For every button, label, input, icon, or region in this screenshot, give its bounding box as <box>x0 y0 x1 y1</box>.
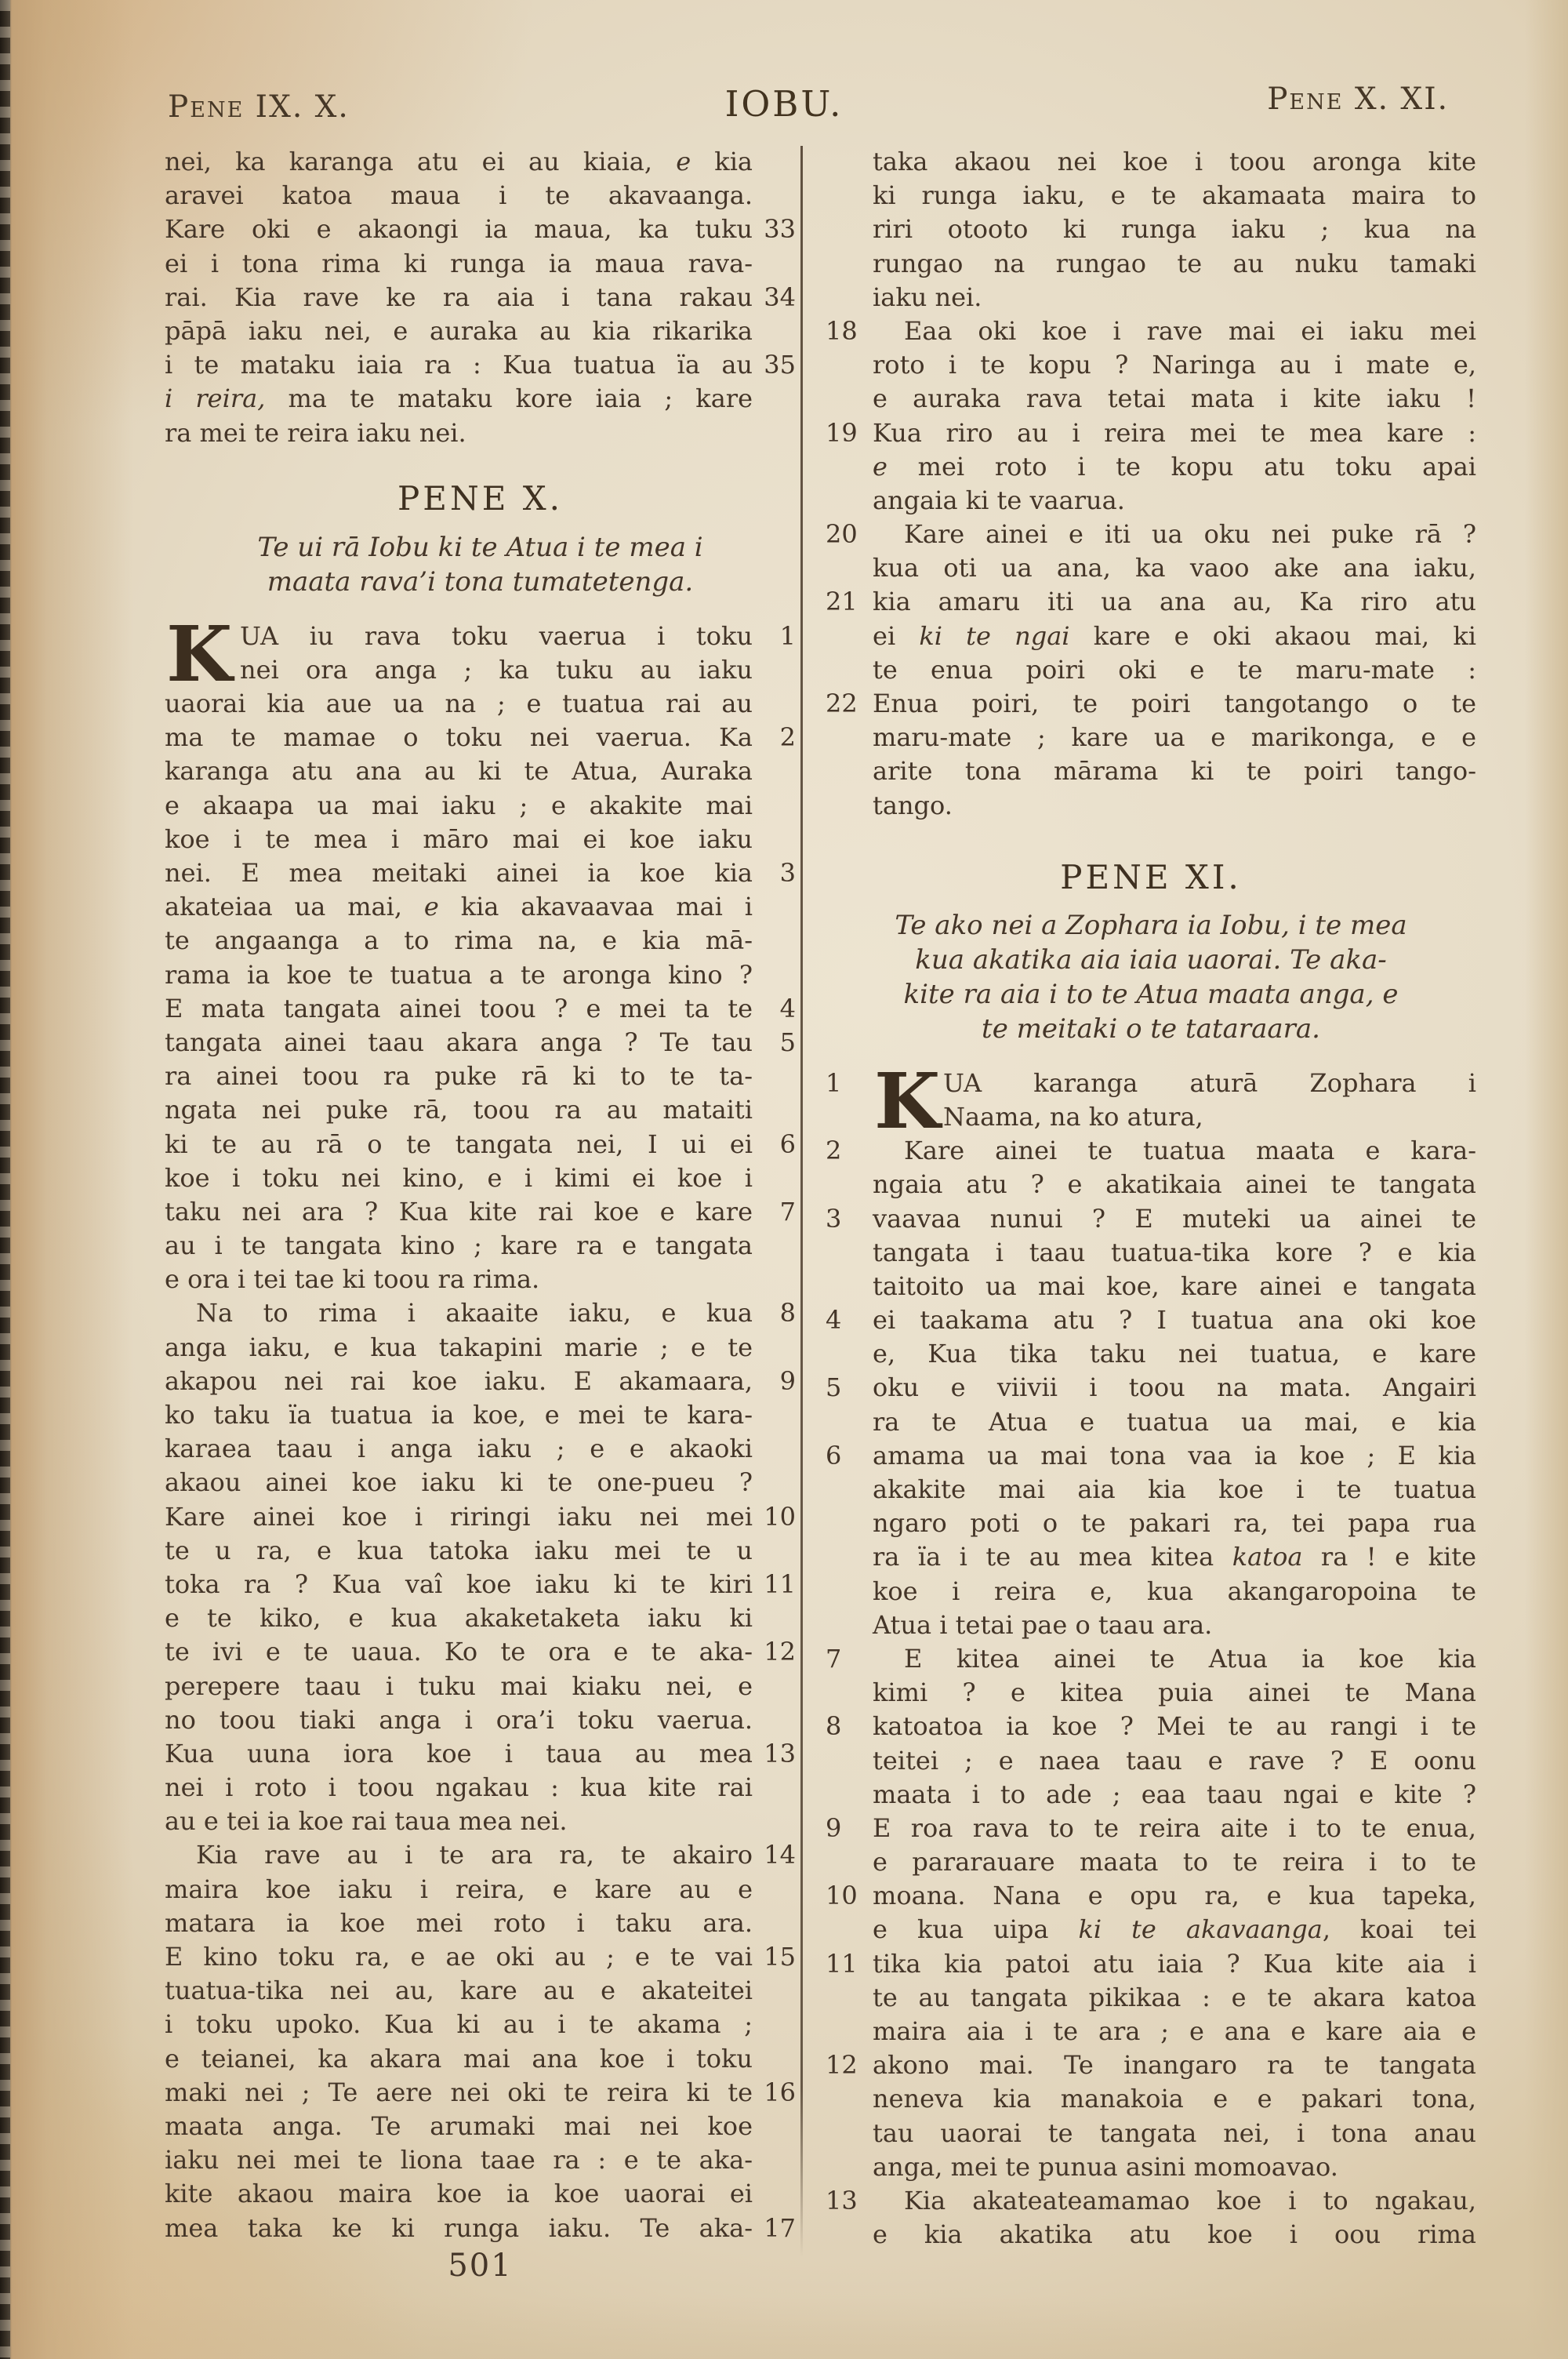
text-line: koe i te mea i māro mai ei koe iaku <box>165 823 753 854</box>
text-line: Kare ainei e iti ua oku nei puke rā ? 20 <box>826 518 1476 551</box>
text-line: ra mei te reira iaku nei. <box>165 417 466 448</box>
text-line: karaea taau i anga iaku ; e e akaoki <box>165 1434 753 1464</box>
text-line: tangata ainei taau akara anga ? Te tau 5 <box>165 1026 796 1060</box>
text-line: katoatoa ia koe ? Mei te au rangi i te 8 <box>826 1710 1476 1743</box>
text-column-right <box>826 145 1476 2252</box>
text-line: Kia rave au i te ara ra, te akairo 14 <box>165 1838 796 1872</box>
text-line: ra ïa i te au mea kitea katoa ra ! e kite <box>873 1542 1476 1572</box>
text-line: riri otooto ki runga iaku ; kua na <box>873 214 1476 245</box>
text-line: Kare ainei te tuatua maata e kara- 2 <box>826 1134 1476 1168</box>
text-line: karanga atu ana au ki te Atua, Auraka <box>165 756 753 787</box>
chapter-summary-line: te meitaki o te tataraara. <box>982 1012 1320 1045</box>
text-line: pāpā iaku nei, e auraka au kia rikarika <box>165 315 753 346</box>
text-line: au e tei ia koe rai taua mea nei. <box>165 1806 568 1837</box>
text-line: te enua poiri oki e te maru-mate : <box>873 654 1476 685</box>
text-line: ko taku ïa tuatua ia koe, e mei te kara- <box>165 1400 753 1430</box>
verse-number: 11 <box>826 1948 858 1979</box>
paragraph-indent <box>873 2208 904 2209</box>
text-line: Atua i tetai pae o taau ara. <box>873 1609 1213 1640</box>
text-line: ei ki te ngai kare e oki akaou mai, ki <box>873 620 1476 651</box>
verse-number: 1 <box>779 620 796 651</box>
text-line: koe i reira e, kua akangaropoina te <box>873 1576 1476 1606</box>
text-line: anga iaku, e kua takapini marie ; e te <box>165 1332 753 1362</box>
chapter-heading: PENE XI. <box>1060 857 1242 896</box>
text-line: E mata tangata ainei toou ? e mei ta te 4 <box>165 992 796 1026</box>
text-line: E kino toku ra, e ae oki au ; e te vai 15 <box>165 1940 796 1974</box>
text-line: te ivi e te uaua. Ko te ora e te aka- 12 <box>165 1635 796 1669</box>
column-divider-rule <box>800 146 803 2257</box>
text-line: akaou ainei koe iaku ki te one-pueu ? <box>165 1467 753 1498</box>
text-line: e mei roto i te kopu atu toku apai <box>873 451 1476 482</box>
text-line: ngaro poti o te pakari ra, tei papa rua <box>873 1508 1476 1539</box>
paragraph-indent <box>873 339 904 340</box>
text-line: i te mataku iaia ra : Kua tuatua ïa au 35 <box>165 348 796 382</box>
chapter-summary-line: maata rava’i tona tumatetenga. <box>267 565 694 598</box>
text-line: angaia ki te vaarua. <box>873 485 1125 515</box>
text-line: akapou nei rai koe iaku. E akamaara, 9 <box>165 1365 796 1398</box>
verse-number: 19 <box>826 417 858 448</box>
text-line: akateiaa ua mai, e kia akavaavaa mai i <box>165 892 753 922</box>
verse-number: 7 <box>826 1643 842 1674</box>
verse-number: 21 <box>826 587 858 617</box>
text-line: E kitea ainei te Atua ia koe kia 7 <box>826 1642 1476 1676</box>
verse-number: 8 <box>779 1298 796 1329</box>
text-line: e kia akatika atu koe i oou rima <box>873 2219 1476 2250</box>
chapter-summary-line: Te ako nei a Zophara ia Iobu, i te mea <box>895 909 1407 941</box>
verse-number: 2 <box>826 1136 842 1166</box>
text-line: e ora i tei tae ki toou ra rima. <box>165 1264 540 1295</box>
chapter-summary-line: Te ui rā Iobu ki te Atua i te mea i <box>257 531 703 563</box>
text-line: maki nei ; Te aere nei oki te reira ki te 16 <box>165 2076 796 2110</box>
running-header-left: Pene IX. X. <box>168 89 350 125</box>
text-line: taitoito ua mai koe, kare ainei e tangata <box>873 1270 1476 1301</box>
text-line: rai. Kia rave ke ra aia i tana rakau 34 <box>165 281 796 314</box>
text-line: e kua uipa ki te akavaanga, koai tei <box>873 1914 1476 1945</box>
text-line: e pararauare maata to te reira i to te <box>873 1847 1476 1877</box>
text-line: maata i to ade ; eaa taau ngai e kite ? <box>873 1779 1476 1809</box>
verse-number: 20 <box>826 519 858 550</box>
text-line: perepere taau i tuku mai kiaku nei, e <box>165 1670 753 1701</box>
text-line: E roa rava to te reira aite i to te enua, 9 <box>826 1812 1476 1845</box>
text-line: ngaia atu ? e akatikaia ainei te tangata <box>873 1169 1476 1200</box>
text-line: Na to rima i akaaite iaku, e kua 8 <box>165 1296 796 1330</box>
verse-number: 3 <box>826 1203 842 1234</box>
text-line: teitei ; e naea taau e rave ? E oonu <box>873 1745 1476 1776</box>
text-line: maru-mate ; kare ua e marikonga, e e <box>873 722 1476 753</box>
chapter-summary-line: kua akatika aia iaia uaorai. Te aka- <box>915 943 1387 976</box>
verse-number: 6 <box>779 1129 796 1159</box>
verse-number: 13 <box>764 1738 796 1768</box>
verse-number: 7 <box>779 1196 796 1227</box>
text-line: nei ora anga ; ka tuku au iaku <box>240 654 753 685</box>
text-line: rungao na rungao te au nuku tamaki <box>873 248 1476 278</box>
verse-number: 3 <box>779 858 796 888</box>
verse-number: 4 <box>826 1305 842 1336</box>
drop-cap-initial: K <box>166 609 233 699</box>
verse-number: 12 <box>826 2050 858 2081</box>
text-line: anga, mei te punua asini momoavao. <box>873 2151 1338 2182</box>
paragraph-indent <box>873 542 904 543</box>
verse-number: 11 <box>764 1568 796 1599</box>
verse-number: 4 <box>779 993 796 1023</box>
text-line: te au tangata pikikaa : e te akara katoa <box>873 1982 1476 2012</box>
text-line: UA iu rava toku vaerua i toku 1 <box>165 620 796 653</box>
verse-number: 18 <box>826 315 858 346</box>
text-line: ei taakama atu ? I tuatua ana oki koe 4 <box>826 1303 1476 1337</box>
running-header-right: Pene X. XI. <box>1267 82 1449 117</box>
text-line: neneva kia manakoia e e pakari tona, <box>873 2084 1476 2114</box>
text-line: toka ra ? Kua vaî koe iaku ki te kiri 11 <box>165 1568 796 1601</box>
text-line: rama ia koe te tuatua a te aronga kino ? <box>165 959 753 990</box>
text-line: ki te au rā o te tangata nei, I ui ei 6 <box>165 1128 796 1161</box>
verse-number: 6 <box>826 1440 842 1470</box>
text-line: akakite mai aia kia koe i te tuatua <box>873 1474 1476 1504</box>
chapter-summary <box>826 908 1476 1046</box>
text-line: ra ainei toou ra puke rā ki to te ta- <box>165 1061 753 1092</box>
verse-number: 34 <box>764 282 796 312</box>
text-line: e, Kua tika taku nei tuatua, e kare <box>873 1339 1476 1369</box>
text-line: roto i te kopu ? Naringa au i mate e, <box>873 350 1476 380</box>
verse-number: 10 <box>764 1501 796 1532</box>
text-line: e teianei, ka akara mai ana koe i toku <box>165 2043 753 2074</box>
text-line: Kare ainei koe i riringi iaku nei mei 10 <box>165 1500 796 1534</box>
text-line: matara ia koe mei roto i taku ara. <box>165 1907 753 1938</box>
verse-paragraph <box>165 609 796 2245</box>
chapter-summary-line: kite ra aia i to te Atua maata anga, e <box>903 978 1399 1010</box>
text-line: UA karanga aturā Zophara i 1 <box>826 1067 1476 1100</box>
text-line: ra te Atua e tuatua ua mai, e kia <box>873 1406 1476 1437</box>
text-line: vaavaa nunui ? E muteki ua ainei te 3 <box>826 1202 1476 1236</box>
text-line: amama ua mai tona vaa ia koe ; E kia 6 <box>826 1439 1476 1473</box>
paragraph-indent <box>873 1158 904 1159</box>
text-line: kite akaou maira koe ia koe uaorai ei <box>165 2179 753 2209</box>
text-line: tau uaorai te tangata nei, i tona anau <box>873 2117 1476 2148</box>
drop-cap-initial: K <box>874 1056 941 1146</box>
text-line: iaku nei. <box>873 282 982 312</box>
text-line: e auraka rava tetai mata i kite iaku ! <box>873 383 1476 414</box>
verse-number: 2 <box>779 722 796 753</box>
running-header-title: IOBU. <box>724 83 844 125</box>
text-line: moana. Nana e opu ra, e kua tapeka, 10 <box>826 1879 1476 1913</box>
text-line: i toku upoko. Kua ki au i te akama ; <box>165 2009 753 2040</box>
text-line: e akaapa ua mai iaku ; e akakite mai <box>165 790 753 820</box>
text-line: Enua poiri, te poiri tangotango o te 22 <box>826 687 1476 721</box>
text-line: koe i toku nei kino, e i kimi ei koe i <box>165 1162 753 1193</box>
chapter-summary <box>165 530 796 599</box>
text-line: nei, ka karanga atu ei au kiaia, e kia <box>165 147 753 176</box>
text-line: maira koe iaku i reira, e kare au e <box>165 1874 753 1904</box>
text-line: uaorai kia aue ua na ; e tuatua rai au <box>165 689 753 719</box>
verse-paragraph <box>826 1056 1476 2252</box>
text-line: maira aia i te ara ; e ana e kare aia e <box>873 2016 1476 2046</box>
text-line: i reira, ma te mataku kore iaia ; kare <box>165 383 753 414</box>
verse-number: 13 <box>826 2185 858 2215</box>
verse-number: 35 <box>764 350 796 380</box>
text-line: maata anga. Te arumaki mai nei koe <box>165 2110 753 2141</box>
text-line: kia amaru iti ua ana au, Ka riro atu 21 <box>826 585 1476 619</box>
verse-number: 1 <box>826 1067 842 1098</box>
text-line: kimi ? e kitea puia ainei te Mana <box>873 1677 1476 1708</box>
text-line: mea taka ke ki runga iaku. Te aka- 17 <box>165 2212 796 2245</box>
running-header <box>0 82 1568 129</box>
text-line: Kua riro au i reira mei te mea kare : 19 <box>826 416 1476 450</box>
text-line: tango. <box>873 790 953 820</box>
text-line: nei i roto i toou ngakau : kua kite rai <box>165 1772 753 1803</box>
text-line: te u ra, e kua tatoka iaku mei te u <box>165 1535 753 1565</box>
verse-number: 9 <box>779 1365 796 1396</box>
verse-number: 33 <box>764 214 796 245</box>
verse-number: 9 <box>826 1812 842 1843</box>
verse-number: 5 <box>826 1372 842 1403</box>
text-column-left <box>165 145 796 2245</box>
verse-number: 15 <box>764 1942 796 1972</box>
text-line: taku nei ara ? Kua kite rai koe e kare 7 <box>165 1195 796 1229</box>
verse-paragraph <box>165 145 796 450</box>
text-line: tuatua-tika nei au, kare au e akateitei <box>165 1976 753 2006</box>
verse-number: 14 <box>764 1840 796 1870</box>
verse-number: 16 <box>764 2077 796 2107</box>
text-line: Kare oki e akaongi ia maua, ka tuku 33 <box>165 213 796 246</box>
text-line: kua oti ua ana, ka vaoo ake ana iaku, <box>873 553 1476 583</box>
verse-number: 8 <box>826 1711 842 1742</box>
text-line: Naama, na ko atura, <box>943 1101 1203 1132</box>
text-line: ma te mamae o toku nei vaerua. Ka 2 <box>165 721 796 754</box>
text-line: tika kia patoi atu iaia ? Kua kite aia i 11 <box>826 1947 1476 1981</box>
text-line: nei. E mea meitaki ainei ia koe kia 3 <box>165 856 796 890</box>
chapter-heading: PENE X. <box>397 478 563 518</box>
verse-number: 5 <box>779 1027 796 1057</box>
text-line: ki runga iaku, e te akamaata maira to <box>873 180 1476 211</box>
text-line: Kia akateateamamao koe i to ngakau, 13 <box>826 2184 1476 2218</box>
text-line: te angaanga a to rima na, e kia mā- <box>165 925 753 956</box>
text-line: arite tona mārama ki te poiri tango- <box>873 756 1476 787</box>
text-line: aravei katoa maua i te akavaanga. <box>165 180 753 211</box>
verse-number: 12 <box>764 1637 796 1667</box>
verse-number: 17 <box>764 2212 796 2243</box>
verse-number: 22 <box>826 689 858 718</box>
text-line: ei i tona rima ki runga ia maua rava- <box>165 248 753 278</box>
text-line: oku e viivii i toou na mata. Angairi 5 <box>826 1371 1476 1405</box>
text-line: taka akaou nei koe i toou aronga kite <box>873 147 1476 176</box>
text-line: no toou tiaki anga i ora’i toku vaerua. <box>165 1704 753 1735</box>
text-line: iaku nei mei te liona taae ra : e te aka- <box>165 2145 753 2175</box>
text-line: Eaa oki koe i rave mai ei iaku mei 18 <box>826 314 1476 348</box>
page-number: 501 <box>448 2248 513 2284</box>
verse-paragraph <box>826 145 1476 823</box>
text-line: tangata i taau tuatua-tika kore ? e kia <box>873 1237 1476 1267</box>
text-line: ngata nei puke rā, toou ra au mataiti <box>165 1095 753 1125</box>
book-binding-edge <box>0 0 10 2359</box>
text-line: au i te tangata kino ; kare ra e tangata <box>165 1230 753 1261</box>
text-line: e te kiko, e kua akaketaketa iaku ki <box>165 1603 753 1634</box>
text-line: Kua uuna iora koe i taua au mea 13 <box>165 1737 796 1771</box>
text-line: akono mai. Te inangaro ra te tangata 12 <box>826 2048 1476 2082</box>
verse-number: 10 <box>826 1881 858 1911</box>
